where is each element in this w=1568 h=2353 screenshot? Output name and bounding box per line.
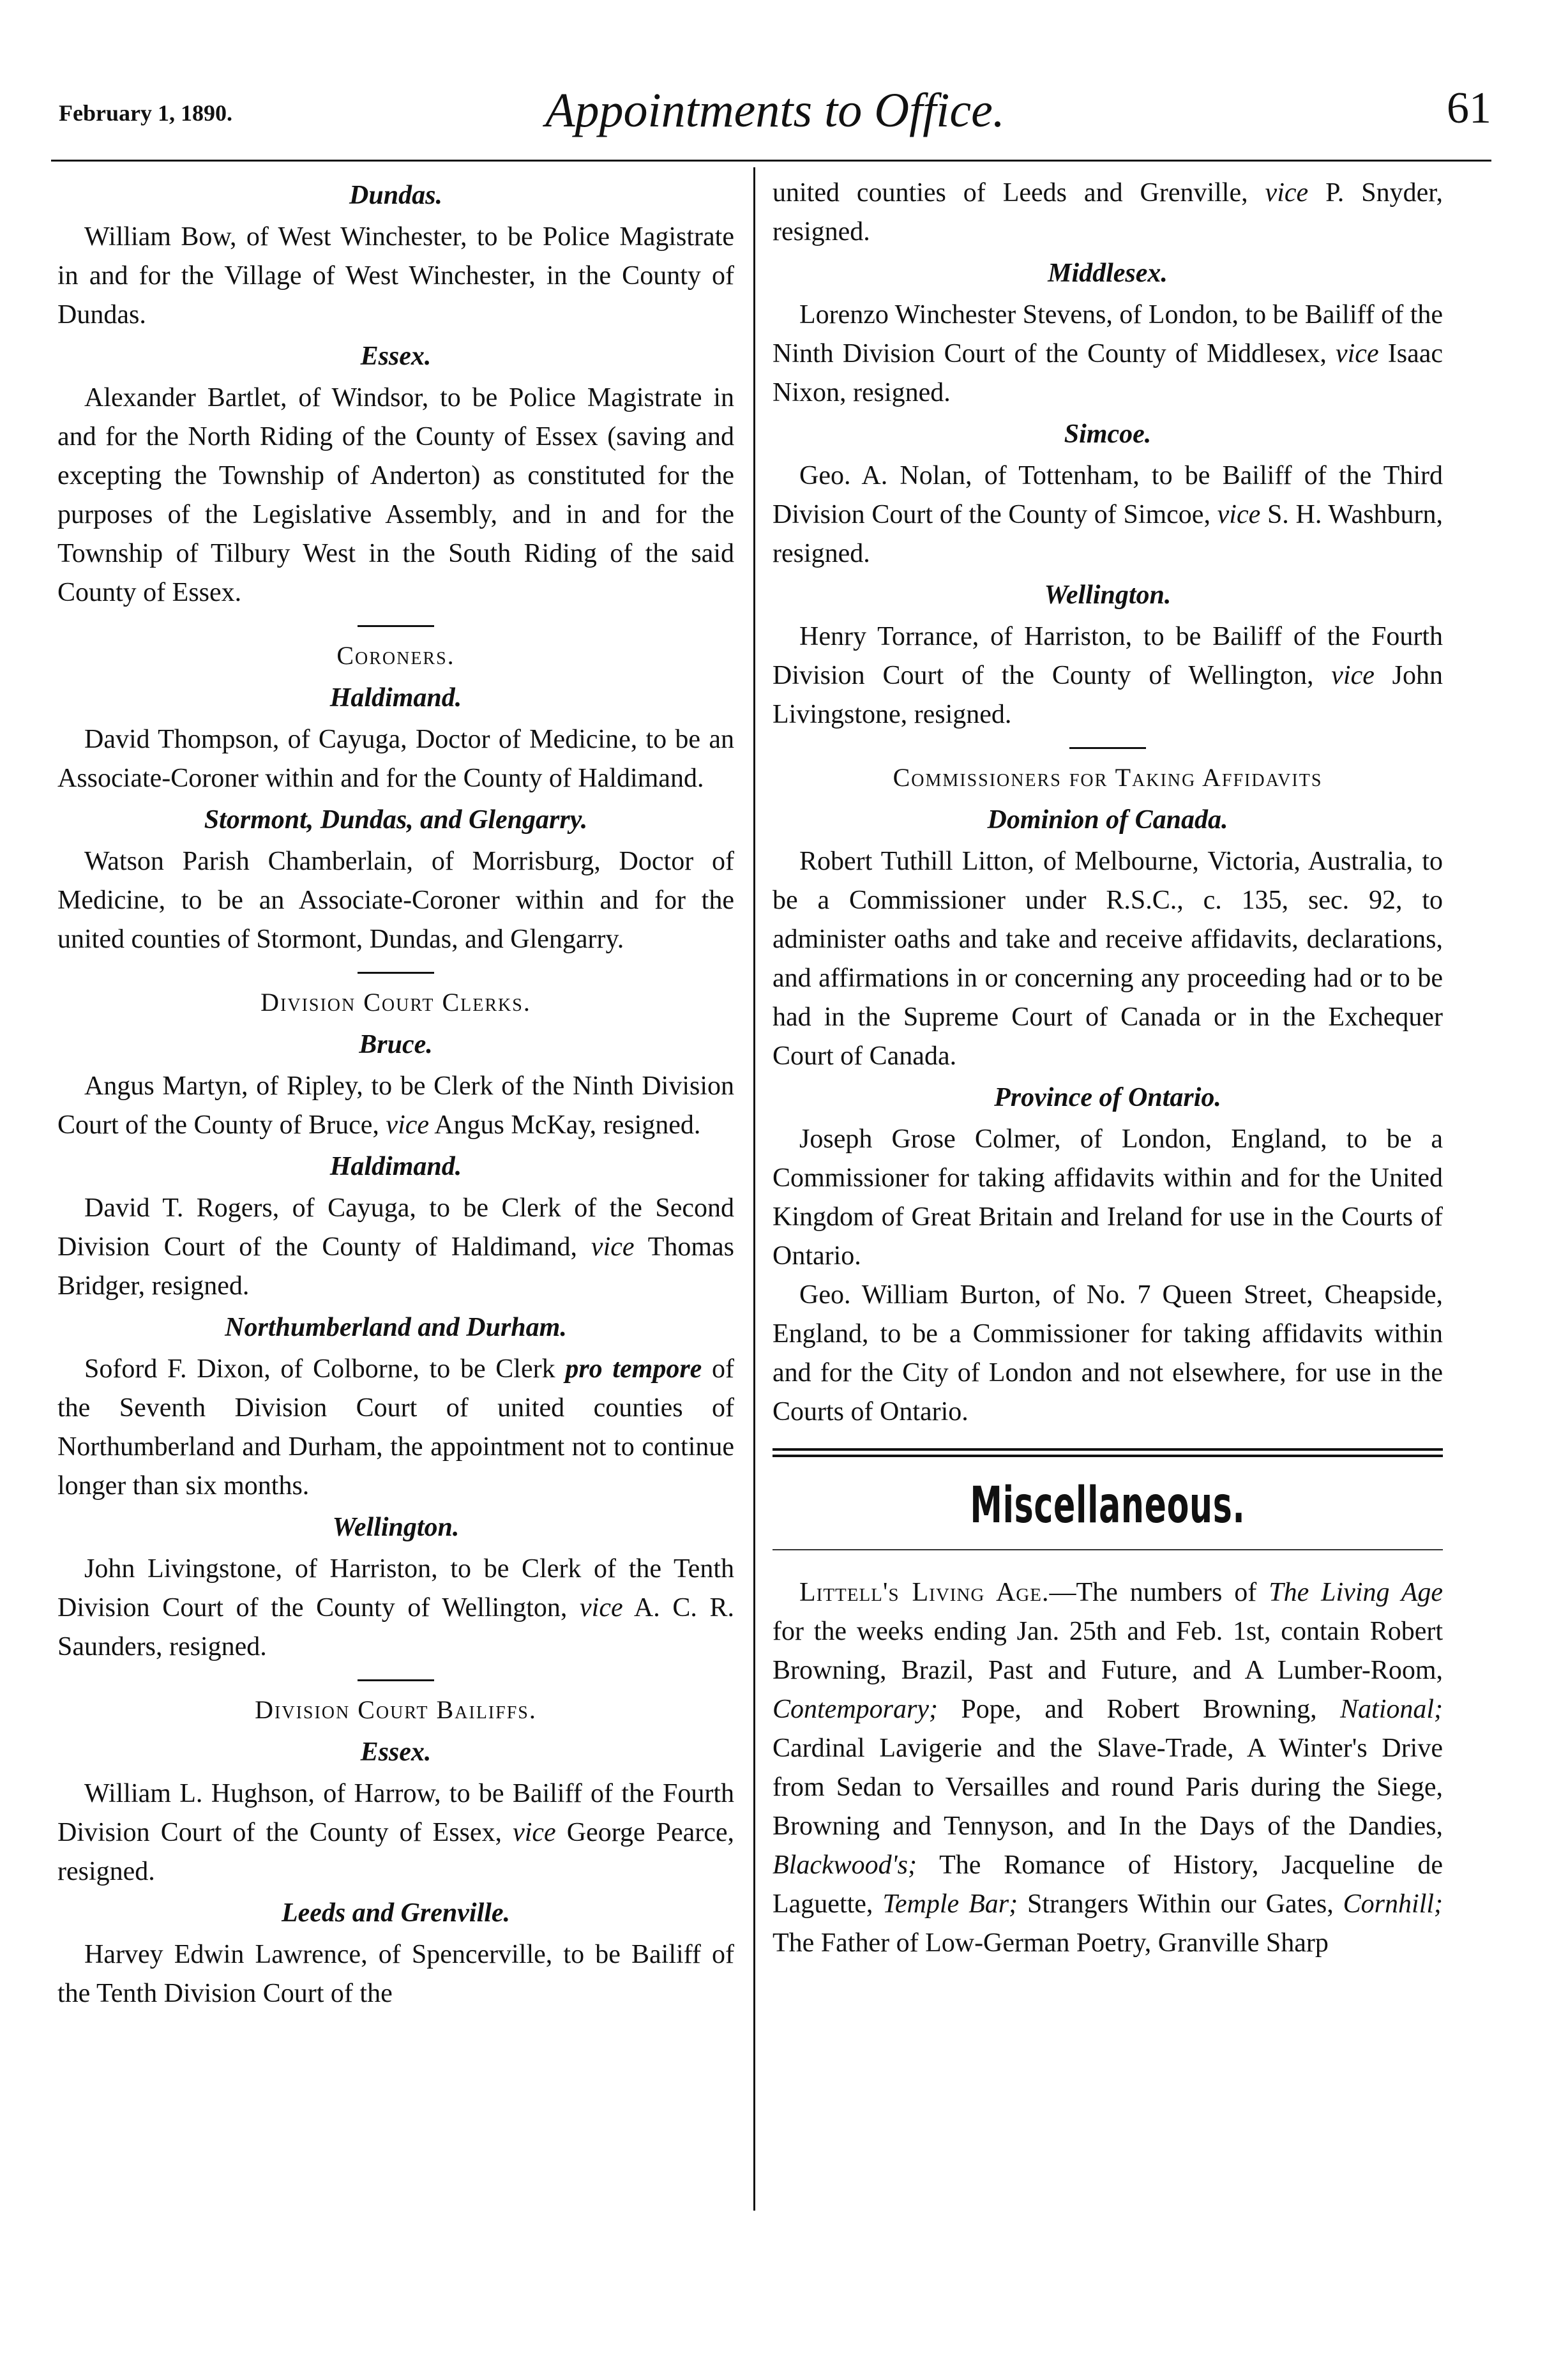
paragraph-text: A. C. R. Saunders, resigned. xyxy=(57,1593,735,1661)
paragraph-text: David T. Rogers, of Cayuga, to be Clerk of the Second Division Court of the County of Haldimand, xyxy=(57,1193,734,1262)
appointment-paragraph: William Bow, of West Winchester, to be Police Magistrate in and for the Village of West Winchester, in the County of Dundas. xyxy=(57,222,734,329)
appointment-paragraph-continued xyxy=(773,174,1443,252)
vice-word: vice xyxy=(1336,339,1379,368)
appointment-paragraph: Joseph Grose Colmer, of London, England, to be a Commissioner for taking affidavits within and for the United Kingdom of Great Britain and Ireland for use in the Courts of Ontario. xyxy=(773,1124,1443,1271)
paragraph-text: Angus Martyn, of Ripley, to be Clerk of the Ninth Division Court of the County of Bruce, xyxy=(57,1071,734,1140)
column-divider xyxy=(753,167,755,2211)
paragraph-text: P. Snyder, resigned. xyxy=(773,178,1444,246)
paragraph-text: for the weeks ending Jan. 25th and Feb. 1st, contain Robert Browning, Brazil, Past and Future, and A Lumber-Room, xyxy=(773,1617,1443,1685)
vice-word: vice xyxy=(1331,661,1375,690)
county-subheading: Simcoe. xyxy=(1064,420,1152,449)
appointment-paragraph: Robert Tuthill Litton, of Melbourne, Victoria, Australia, to be a Commissioner under R.S.C., c. 135, sec. 92, to administer oaths and take and receive affidavits, declarations, and affirmations in or concerning any proceeding had or to be had in the Supreme Court of Canada or in the Exchequer Court of Canada. xyxy=(773,847,1443,1071)
latin-phrase: pro tempore xyxy=(565,1354,702,1384)
appointment-paragraph: David Thompson, of Cayuga, Doctor of Medicine, to be an Associate-Coroner within and for the County of Haldimand. xyxy=(57,725,734,793)
publication-title: National; xyxy=(1340,1695,1444,1724)
publication-title: Blackwood's; xyxy=(773,1850,917,1880)
appointment-paragraph xyxy=(57,1350,734,1506)
publication-title: The Living Age xyxy=(1269,1578,1443,1607)
thin-rule xyxy=(773,1549,1443,1550)
section-rule xyxy=(1069,747,1146,749)
issue-date: February 1, 1890. xyxy=(59,100,232,126)
county-subheading: Haldimand. xyxy=(329,683,462,713)
appointment-paragraph xyxy=(57,1774,734,1891)
paragraph-text: The Romance of History, Jacqueline de Laguette, xyxy=(773,1850,1443,1919)
appointment-paragraph: Watson Parish Chamberlain, of Morrisburg, Doctor of Medicine, to be an Associate-Coroner within and for the united counties of Stormont, Dundas, and Glengarry. xyxy=(57,847,734,954)
section-rule xyxy=(358,1679,434,1681)
county-subheading: Haldimand. xyxy=(329,1152,462,1181)
paragraph-text: John Livingstone, resigned. xyxy=(773,661,1444,729)
paragraph-text: John Livingstone, of Harriston, to be Clerk of the Tenth Division Court of the County of Wellington, xyxy=(57,1554,734,1623)
paragraph-text: Soford F. Dixon, of Colborne, to be Clerk xyxy=(84,1354,555,1384)
county-subheading: Bruce. xyxy=(359,1030,433,1059)
review-lead: Littell's Living Age. xyxy=(799,1578,1050,1607)
appointment-paragraph: Harvey Edwin Lawrence, of Spencerville, to be Bailiff of the Tenth Division Court of the xyxy=(57,1940,734,2008)
review-paragraph xyxy=(773,1573,1443,1963)
paragraph-text: Lorenzo Winchester Stevens, of London, to be Bailiff of the Ninth Division Court of the County of Middlesex, xyxy=(773,300,1443,368)
section-heading: Division Court Clerks. xyxy=(260,988,531,1017)
double-rule xyxy=(773,1448,1443,1457)
paragraph-text: of the Seventh Division Court of united counties of Northumberland and Durham, the appointment not to continue longer than six months. xyxy=(57,1354,735,1501)
paragraph-text: William L. Hughson, of Harrow, to be Bailiff of the Fourth Division Court of the County of Essex, xyxy=(57,1779,734,1847)
paragraph-text: Henry Torrance, of Harriston, to be Bailiff of the Fourth Division Court of the County of Wellington, xyxy=(773,622,1443,690)
county-subheading: Northumberland and Durham. xyxy=(225,1313,567,1342)
paragraph-text: Angus McKay, resigned. xyxy=(434,1110,701,1140)
paragraph-text: Cardinal Lavigerie and the Slave-Trade, A Winter's Drive from Sedan to Versailles and round Paris during the Siege, Browning and Tennyson, and In the Days of the Dandies, xyxy=(773,1734,1443,1841)
appointment-paragraph: Geo. William Burton, of No. 7 Queen Street, Cheapside, England, to be a Commissioner for taking affidavits within and for the City of London and not elsewhere, for use in the Courts of Ontario. xyxy=(773,1280,1443,1426)
jurisdiction-subheading: Province of Ontario. xyxy=(994,1083,1221,1112)
paragraph-text: The Father of Low-German Poetry, Granville Sharp xyxy=(773,1928,1329,1958)
publication-title: Temple Bar; xyxy=(882,1889,1018,1919)
paragraph-text: S. H. Washburn, resigned. xyxy=(773,500,1444,568)
appointment-paragraph xyxy=(57,1550,734,1667)
miscellaneous-heading: Miscellaneous. xyxy=(970,1477,1246,1534)
appointment-paragraph xyxy=(773,457,1443,573)
left-column xyxy=(57,174,734,2013)
appointment-paragraph xyxy=(57,1189,734,1306)
header-rule xyxy=(51,160,1491,162)
publication-title: Contemporary; xyxy=(773,1695,938,1724)
paragraph-text: —The numbers of xyxy=(1049,1578,1257,1607)
appointment-paragraph xyxy=(57,1067,734,1145)
page-header xyxy=(59,83,1491,153)
section-rule xyxy=(358,972,434,974)
county-subheading: Essex. xyxy=(360,342,432,371)
vice-word: vice xyxy=(513,1818,556,1847)
county-subheading: Middlesex. xyxy=(1048,259,1168,288)
section-heading: Division Court Bailiffs. xyxy=(255,1695,537,1724)
vice-word: vice xyxy=(1265,178,1309,208)
section-heading: Commissioners for Taking Affidavits xyxy=(893,763,1323,792)
vice-word: vice xyxy=(386,1110,430,1140)
paragraph-text: united counties of Leeds and Grenville, xyxy=(773,178,1248,208)
paragraph-text: Pope, and Robert Browning, xyxy=(961,1695,1317,1724)
paragraph-text: Thomas Bridger, resigned. xyxy=(57,1232,734,1301)
paragraph-text: George Pearce, resigned. xyxy=(57,1818,735,1886)
county-subheading: Essex. xyxy=(360,1737,432,1767)
county-subheading: Leeds and Grenville. xyxy=(281,1898,511,1928)
county-subheading: Stormont, Dundas, and Glengarry. xyxy=(204,805,588,835)
county-subheading: Wellington. xyxy=(1044,580,1172,610)
vice-word: vice xyxy=(580,1593,623,1623)
publication-title: Cornhill; xyxy=(1343,1889,1444,1919)
vice-word: vice xyxy=(1217,500,1261,529)
paragraph-text: Isaac Nixon, resigned. xyxy=(773,339,1444,407)
appointment-paragraph: Alexander Bartlet, of Windsor, to be Police Magistrate in and for the North Riding of the County of Essex (saving and excepting the Township of Anderton) as constituted for the purposes of the Legislative Assembly, and in and for the Township of Tilbury West in the South Riding of the said County of Essex. xyxy=(57,383,734,607)
section-heading: Coroners. xyxy=(336,641,455,670)
right-column xyxy=(773,174,1443,1963)
appointment-paragraph xyxy=(773,296,1443,412)
vice-word: vice xyxy=(591,1232,635,1262)
paragraph-text: Geo. A. Nolan, of Tottenham, to be Bailiff of the Third Division Court of the County of Simcoe, xyxy=(773,461,1443,529)
county-subheading: Dundas. xyxy=(349,181,442,210)
county-subheading: Wellington. xyxy=(332,1513,460,1542)
page-number: 61 xyxy=(1447,84,1491,133)
section-rule xyxy=(358,625,434,627)
paragraph-text: Strangers Within our Gates, xyxy=(1027,1889,1334,1919)
appointment-paragraph xyxy=(773,617,1443,734)
jurisdiction-subheading: Dominion of Canada. xyxy=(987,805,1228,835)
page-title: Appointments to Office. xyxy=(545,84,1005,137)
